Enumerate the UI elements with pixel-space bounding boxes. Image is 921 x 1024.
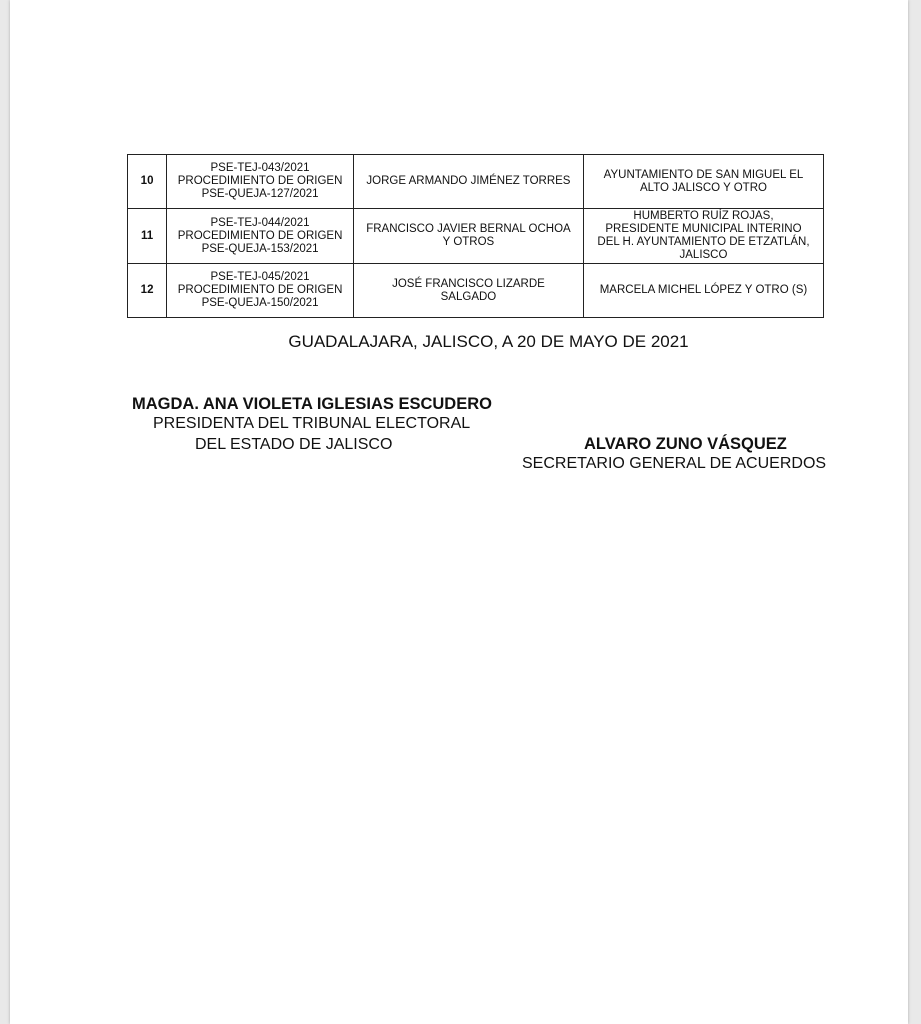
denunciado-line: PRESIDENTE MUNICIPAL INTERINO xyxy=(605,223,802,235)
denunciado-line: MARCELA MICHEL LÓPEZ Y OTRO (S) xyxy=(599,284,808,296)
row-number: 12 xyxy=(128,264,167,318)
expediente-line: PSE-TEJ-045/2021 xyxy=(210,271,310,283)
expediente-line: PROCEDIMIENTO DE ORIGEN xyxy=(177,229,343,242)
date-line: GUADALAJARA, JALISCO, A 20 DE MAYO DE 2021 xyxy=(288,332,689,351)
denunciado-line: DEL H. AYUNTAMIENTO DE ETZATLÁN, xyxy=(597,236,810,248)
secretario-name: ALVARO ZUNO VÁSQUEZ xyxy=(584,435,787,453)
expediente-line: PROCEDIMIENTO DE ORIGEN xyxy=(177,175,343,187)
actor-line: FRANCISCO JAVIER BERNAL OCHOA xyxy=(366,223,571,235)
expediente-cell xyxy=(167,264,354,318)
actor-cell xyxy=(353,155,583,209)
expediente-line: PSE-TEJ-044/2021 xyxy=(210,216,310,229)
denunciado-cell xyxy=(583,264,823,318)
presidenta-role-line1: PRESIDENTA DEL TRIBUNAL ELECTORAL xyxy=(153,415,471,432)
denunciado-line: JALISCO xyxy=(679,249,728,261)
actor-line: Y OTROS xyxy=(442,236,495,248)
actor-cell xyxy=(353,209,583,264)
expediente-line: PSE-QUEJA-153/2021 xyxy=(201,242,319,255)
table-row xyxy=(128,264,824,318)
expediente-line: PSE-QUEJA-150/2021 xyxy=(201,297,319,309)
actor-cell xyxy=(353,264,583,318)
expediente-line: PSE-TEJ-043/2021 xyxy=(210,162,310,174)
denunciado-cell xyxy=(583,155,823,209)
cases-table xyxy=(127,154,824,318)
row-number: 10 xyxy=(128,155,167,209)
row-number: 11 xyxy=(128,209,167,264)
actor-line: JOSÉ FRANCISCO LIZARDE xyxy=(392,277,545,290)
expediente-cell xyxy=(167,155,354,209)
document-page xyxy=(10,0,908,1024)
expediente-line: PROCEDIMIENTO DE ORIGEN xyxy=(177,284,343,296)
actor-line: SALGADO xyxy=(440,290,497,303)
expediente-cell xyxy=(167,209,354,264)
denunciado-cell xyxy=(583,209,823,264)
table-row xyxy=(128,155,824,209)
actor-line: JORGE ARMANDO JIMÉNEZ TORRES xyxy=(366,175,571,187)
table-row xyxy=(128,209,824,264)
denunciado-line: HUMBERTO RUÍZ ROJAS, xyxy=(633,210,774,222)
presidenta-role-line2: DEL ESTADO DE JALISCO xyxy=(195,436,393,453)
presidenta-name: MAGDA. ANA VIOLETA IGLESIAS ESCUDERO xyxy=(132,395,492,413)
denunciado-line: AYUNTAMIENTO DE SAN MIGUEL EL xyxy=(603,168,804,181)
denunciado-line: ALTO JALISCO Y OTRO xyxy=(639,181,767,194)
expediente-line: PSE-QUEJA-127/2021 xyxy=(201,188,319,200)
secretario-role: SECRETARIO GENERAL DE ACUERDOS xyxy=(522,455,827,472)
